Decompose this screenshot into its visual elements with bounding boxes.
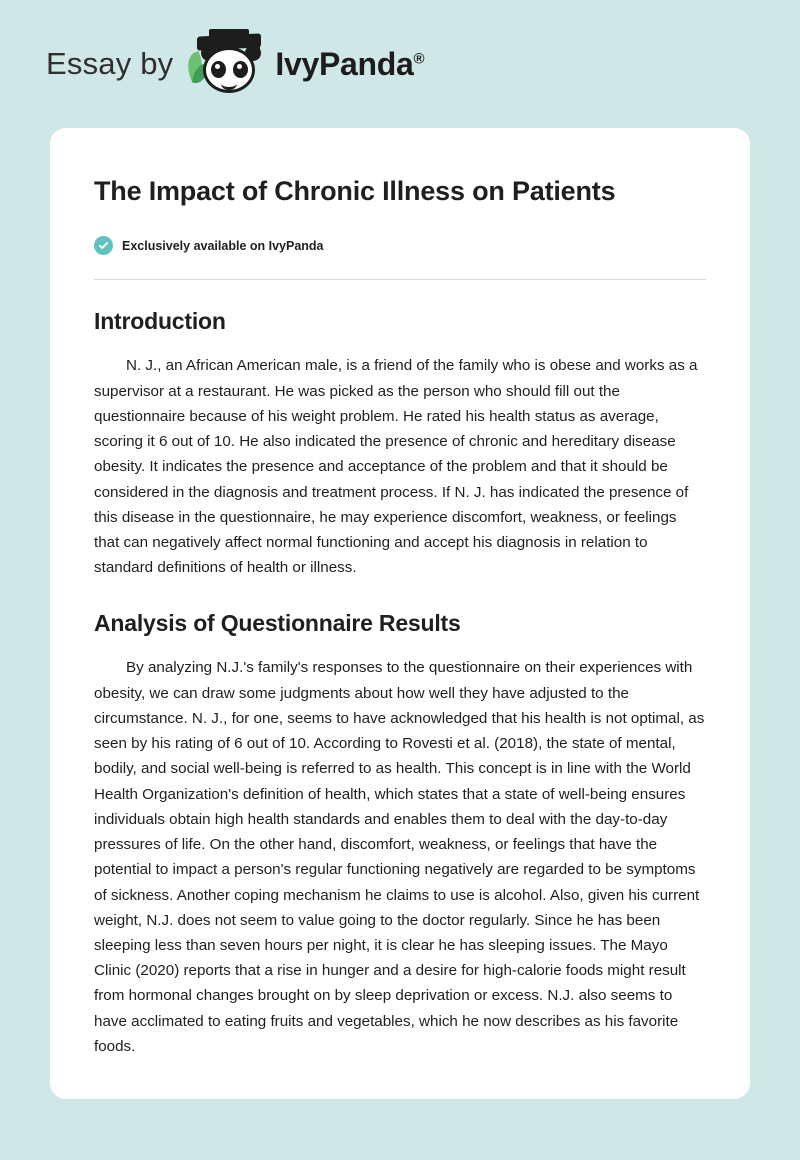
- site-header: [0, 0, 800, 128]
- brand-name: [275, 46, 424, 83]
- ivypanda-logo[interactable]: [185, 33, 424, 95]
- section-heading-introduction: Introduction: [94, 308, 226, 335]
- panda-graduate-logo-icon: [185, 33, 271, 95]
- page-title: The Impact of Chronic Illness on Patients: [94, 176, 616, 206]
- badge-label: Exclusively available on IvyPanda: [122, 238, 324, 253]
- paragraph-introduction-1: N. J., an African American male, is a friend of the family who is obese and works as a supervisor at a restaurant. He was picked as the person who should fill out the questionnaire because of his weight problem. He rated his health status as average, scoring it 6 out of 10. He also indicated the presence of chronic and hereditary disease obesity. It indicates the presence and acceptance of the problem and that it should be considered in the diagnosis and treatment process. If N. J. has indicated the presence of this disease in the questionnaire, he may experience discomfort, weakness, or feelings that can negatively affect normal functioning and accept his diagnosis in relation to standard definitions of health or illness.: [94, 357, 698, 577]
- brand[interactable]: [46, 33, 424, 95]
- exclusive-badge: [94, 236, 706, 255]
- check-circle-icon: [94, 236, 113, 255]
- registered-mark: ®: [413, 49, 425, 67]
- section-heading-analysis: Analysis of Questionnaire Results: [94, 610, 461, 637]
- paragraph-analysis-1: By analyzing N.J.'s family's responses to the questionnaire on their experiences with obesity, we can draw some judgments about how well they have adjusted to the circumstance. N. J., for one, seems to have acknowledged that his health is not optimal, as seen by his rating of 6 out of 10. According to Rovesti et al. (2018), the state of mental, bodily, and social well-being is referred to as health. This concept is in line with the World Health Organization's definition of health, which states that a state of well-being ensures individuals obtain high health standards and enables them to deal with the day-to-day pressures of life. On the other hand, discomfort, weakness, or feelings that have the potential to impact a person's regular functioning negatively are regarded to be symptoms of sickness. Another coping mechanism he claims to use is alcohol. Also, given his current weight, N.J. does not seem to value going to the doctor regularly. Since he has been sleeping less than seven hours per night, it is clear he has sleeping issues. The Mayo Clinic (2020) reports that a rise in hunger and a desire for high-calorie foods might result from hormonal changes brought on by sleep deprivation or excess. N.J. also seems to have acclimated to eating fruits and vegetables, which he now describes as his favorite foods.: [94, 659, 705, 1055]
- essay-card: [50, 128, 750, 1099]
- essay-by-label: Essay by: [46, 46, 174, 81]
- title-divider: [94, 279, 706, 280]
- brand-name-text: IvyPanda: [275, 45, 414, 82]
